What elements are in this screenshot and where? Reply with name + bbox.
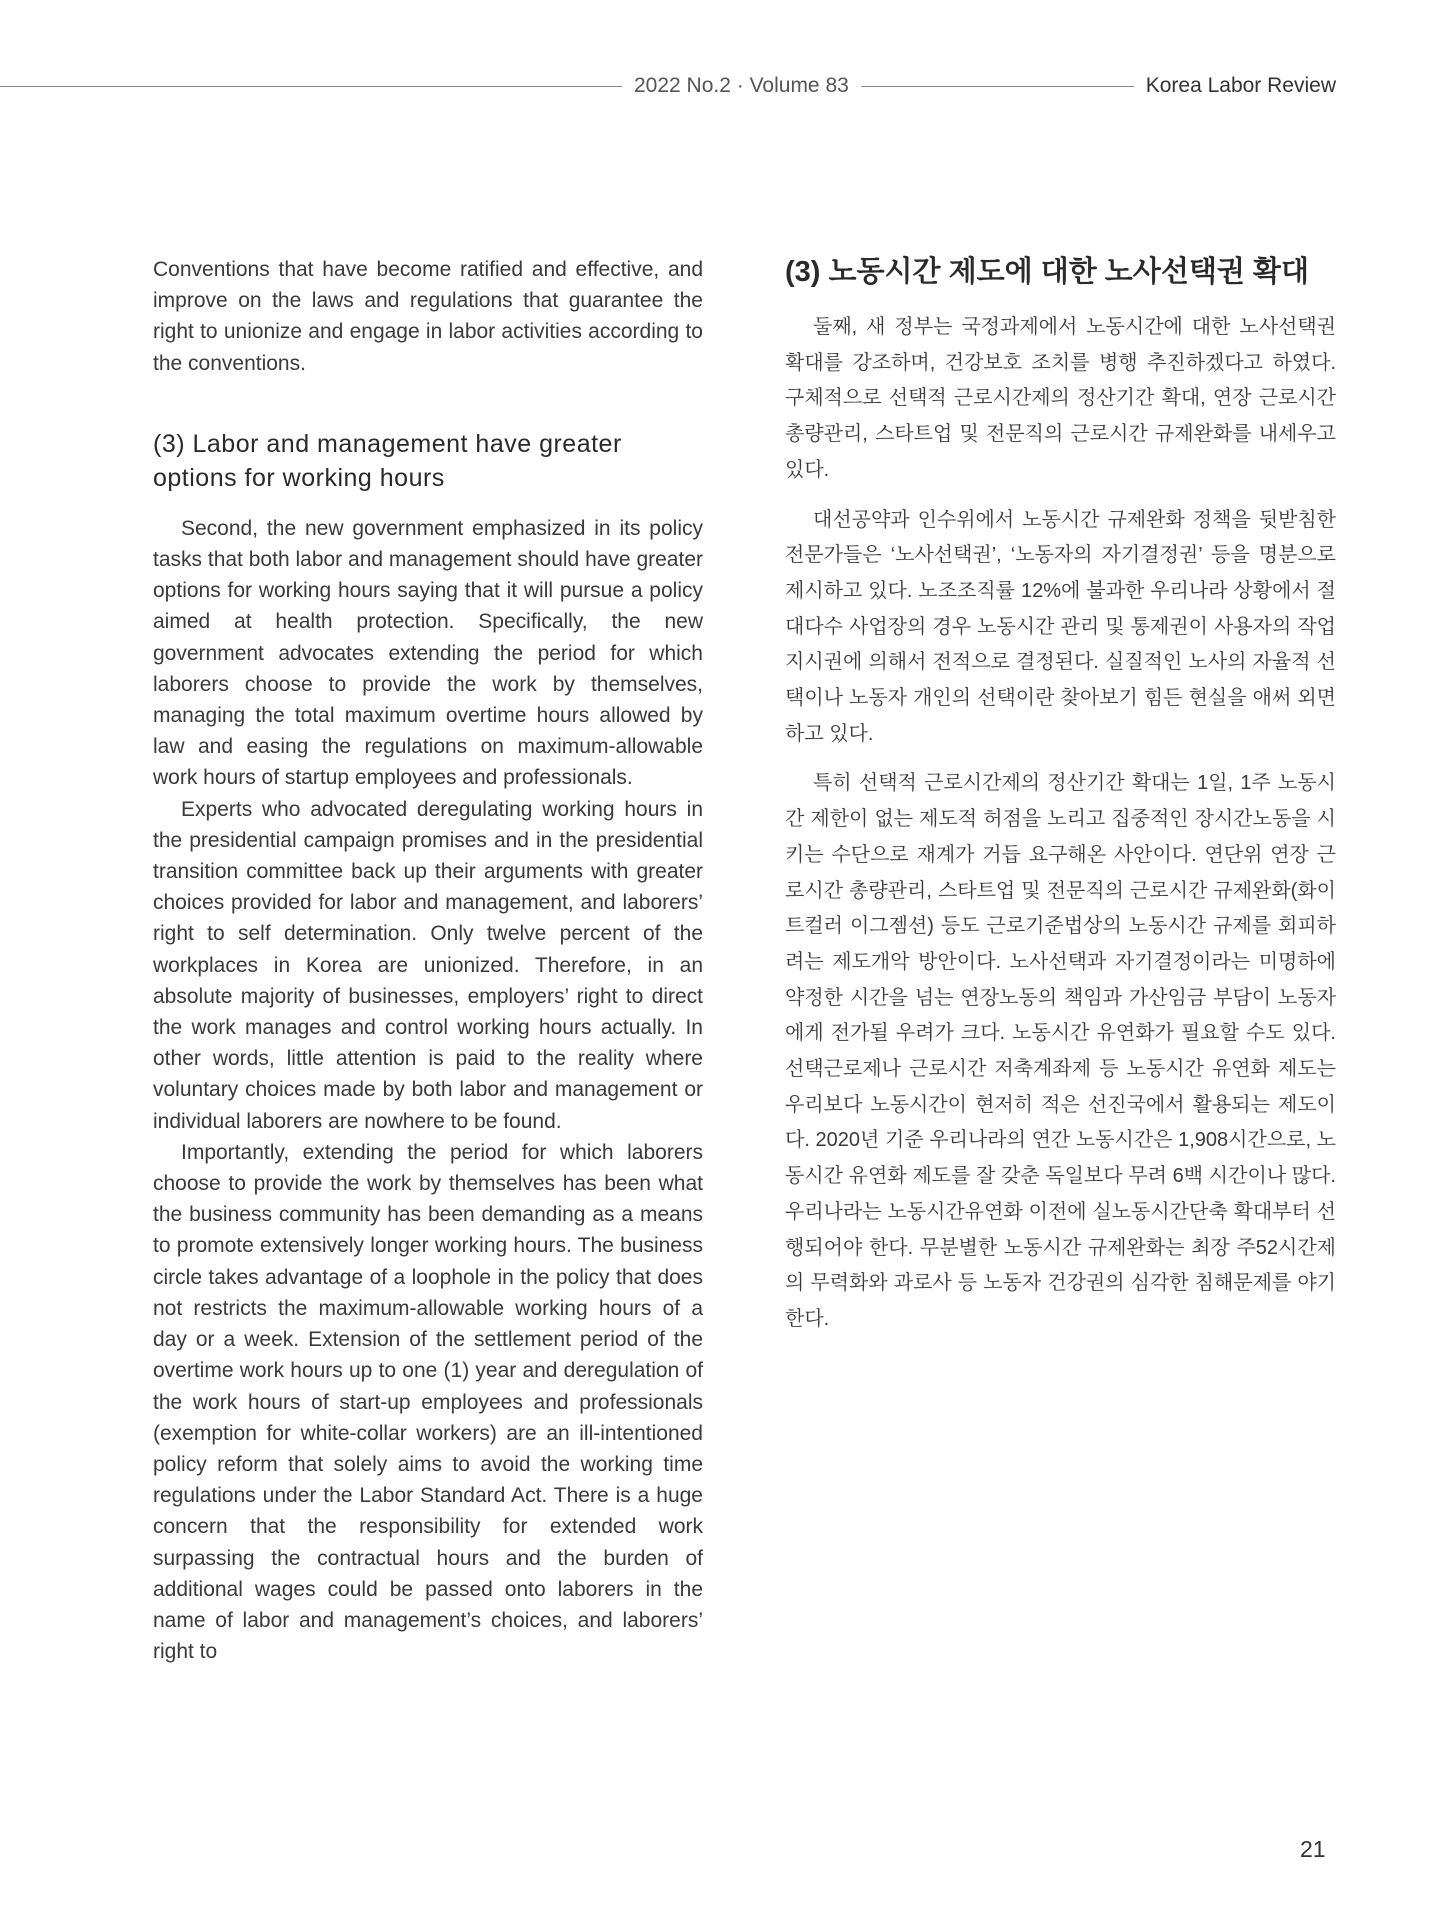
- section-heading-english: (3) Labor and management have greater options for working hours: [153, 429, 622, 492]
- english-column: [153, 254, 703, 1667]
- body-paragraph: Experts who advocated deregulating working hours in the presidential campaign promises and in the presidential transition committee back up their arguments with greater choices provided for labor and management, and laborers’ right to self determination. Only twelve percent of the workplaces in Korea are unionized. Therefore, in an absolute majority of businesses, employers’ right to direct the work manages and control working hours actually. In other words, little attention is paid to the reality where voluntary choices made by both labor and management or individual laborers are nowhere to be found.: [153, 797, 703, 1133]
- body-paragraph: 둘째, 새 정부는 국정과제에서 노동시간에 대한 노사선택권 확대를 강조하며, 건강보호 조치를 병행 추진하겠다고 하였다. 구체적으로 선택적 근로시간제의 정산기간 확대, 연장 근로시간 총량관리, 스타트업 및 전문직의 근로시간 규제완화를 내세우고 있다.: [785, 316, 1336, 481]
- body-paragraph: Importantly, extending the period for which laborers choose to provide the work by themselves has been what the business community has been demanding as a means to promote extensively longer working hours. The business circle takes advantage of a loophole in the policy that does not restricts the maximum-allowable working hours of a day or a week. Extension of the settlement period of the overtime work hours up to one (1) year and deregulation of the work hours of start-up employees and professionals (exemption for white-collar workers) are an ill-intentioned policy reform that solely aims to avoid the working time regulations under the Labor Standard Act. There is a huge concern that the responsibility for extended work surpassing the contractual hours and the burden of additional wages could be passed onto laborers in the name of labor and management’s choices, and laborers’ right to: [153, 1140, 703, 1664]
- journal-title: Korea Labor Review: [1145, 74, 1336, 97]
- body-paragraph: 특히 선택적 근로시간제의 정산기간 확대는 1일, 1주 노동시간 제한이 없는 제도적 허점을 노리고 집중적인 장시간노동을 시키는 수단으로 재계가 거듭 요구해온 사안이다. 연단위 연장 근로시간 총량관리, 스타트업 및 전문직의 근로시간 규제완화(화이트컬러 이그젬션) 등도 근로기준법상의 노동시간 규제를 회피하려는 제도개악 방안이다. 노사선택과 자기결정이라는 미명하에 약정한 시간을 넘는 연장노동의 책임과 가산임금 부담이 노동자에게 전가될 우려가 크다. 노동시간 유연화가 필요할 수도 있다. 선택근로제나 근로시간 저축계좌제 등 노동시간 유연화 제도는 우리보다 노동시간이 현저히 적은 선진국에서 활용되는 제도이다. 2020년 기준 우리나라의 연간 노동시간은 1,908시간으로, 노동시간 유연화 제도를 잘 갖춘 독일보다 무려 6백 시간이나 많다. 우리나라는 노동시간유연화 이전에 실노동시간단축 확대부터 선행되어야 한다. 무분별한 노동시간 규제완화는 최장 주52시간제의 무력화와 과로사 등 노동자 건강권의 심각한 침해문제를 야기한다.: [785, 772, 1336, 1330]
- body-paragraph: 대선공약과 인수위에서 노동시간 규제완화 정책을 뒷받침한 전문가들은 ‘노사선택권’, ‘노동자의 자기결정권’ 등을 명분으로 제시하고 있다. 노조조직률 12%에 불과한 우리나라 상황에서 절대다수 사업장의 경우 노동시간 관리 및 통제권이 사용자의 작업지시권에 의해서 전적으로 결정된다. 실질적인 노사의 자율적 선택이나 노동자 개인의 선택이란 찾아보기 힘든 현실을 애써 외면하고 있다.: [785, 508, 1336, 745]
- running-header: [0, 72, 1336, 100]
- korean-column: [785, 254, 1336, 1352]
- section-heading-korean: (3) 노동시간 제도에 대한 노사선택권 확대: [785, 256, 1309, 288]
- header-rule-left: [0, 86, 622, 87]
- issue-label: 2022 No.2 · Volume 83: [634, 74, 849, 97]
- header-rule-middle: [861, 86, 1134, 87]
- intro-paragraph: Conventions that have become ratified and effective, and improve on the laws and regulations that guarantee the right to unionize and engage in labor activities according to the conventions.: [153, 258, 703, 375]
- page-number: 21: [1300, 1836, 1326, 1862]
- body-paragraph: Second, the new government emphasized in its policy tasks that both labor and management should have greater options for working hours saying that it will pursue a policy aimed at health protection. Specifically, the new government advocates extending the period for which laborers choose to provide the work by themselves, managing the total maximum overtime hours allowed by law and easing the regulations on maximum-allowable work hours of startup employees and professionals.: [153, 516, 703, 790]
